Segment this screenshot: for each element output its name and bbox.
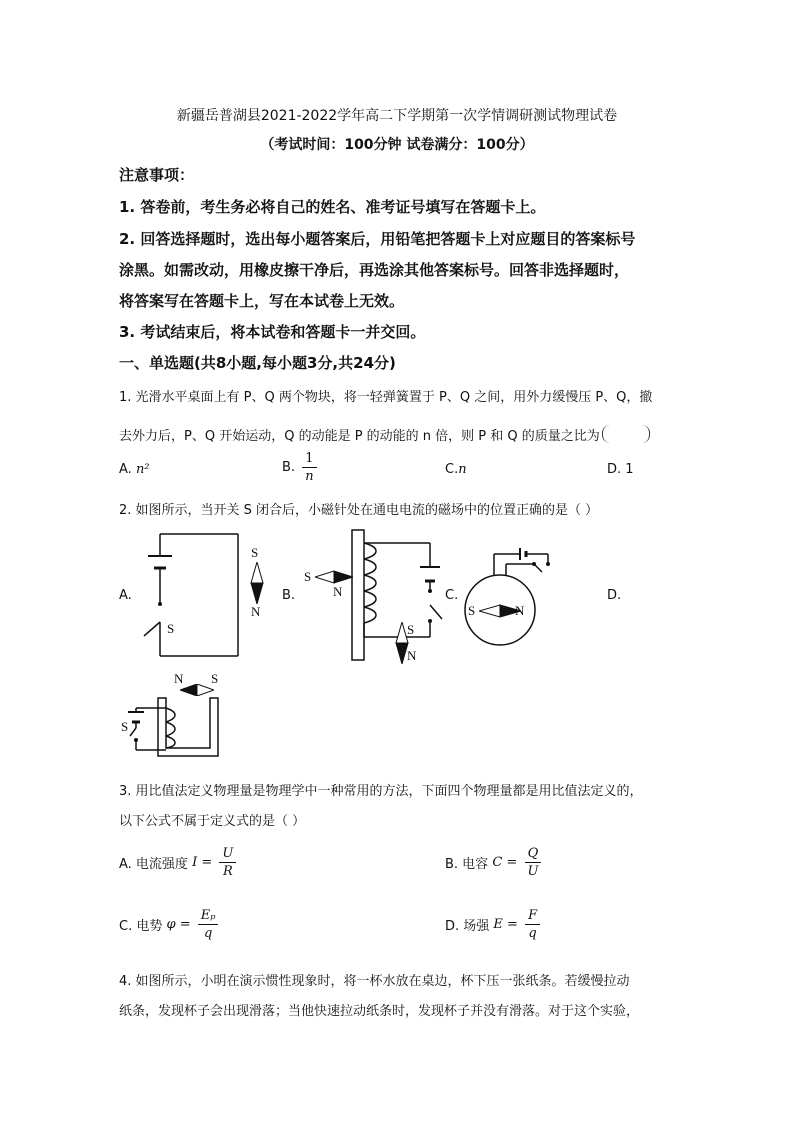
q3-option-c-fraction [198, 907, 219, 942]
notice-item-3: 3. 考试结束后，将本试卷和答题卡一并交回。 [119, 323, 426, 341]
q2-d-switch-label: S [121, 719, 129, 734]
q2-diagram-b [300, 525, 450, 665]
q2-option-d-label: D. [607, 588, 622, 603]
q3-option-a-denominator: R [222, 864, 233, 879]
q3-option-d-lhs: E = [493, 917, 518, 932]
q1-line-2 [119, 425, 650, 444]
q3-option-b [445, 845, 541, 880]
q2-option-c-label: C. [445, 588, 459, 603]
q2-diagram-a [128, 530, 248, 662]
q3-option-b-fraction [524, 845, 541, 880]
q3-line-1: 3. 用比值法定义物理量是物理学中一种常用的方法，下面四个物理量都是用比值法定义的， [119, 784, 643, 799]
q3-option-c-lhs: φ = [166, 917, 191, 932]
q1-option-b-label: B. [282, 460, 296, 475]
q1-option-d: D. 1 [607, 462, 634, 477]
q3-option-a-lhs: I = [192, 855, 213, 870]
q2-c-needle-n: N [515, 603, 525, 618]
notice-item-2-line-2: 涂黑。如需改动，用橡皮擦干净后，再选涂其他答案标号。回答非选择题时， [119, 261, 630, 279]
q4-line-1: 4. 如图所示，小明在演示惯性现象时，将一杯水放在桌边，杯下压一张纸条。若缓慢拉动 [119, 974, 630, 989]
notice-item-2-line-1: 2. 回答选择题时，选出每小题答案后，用铅笔把答题卡上对应题目的答案标号 [119, 230, 636, 248]
notice-heading: 注意事项： [119, 166, 195, 184]
q3-option-a-fraction [219, 845, 236, 880]
q3-option-d [445, 907, 540, 942]
q3-option-a-label: A. 电流强度 [119, 857, 188, 872]
q1-option-a-value: n² [135, 462, 150, 477]
solenoid-core [352, 530, 364, 660]
q3-line-2: 以下公式不属于定义式的是（ ） [119, 814, 306, 829]
q2-b-needle-n: N [333, 584, 343, 599]
q1-option-c [445, 462, 467, 477]
switch-contact [134, 738, 138, 742]
switch-contact [158, 602, 162, 606]
notice-item-1: 1. 答卷前，考生务必将自己的姓名、准考证号填写在答题卡上。 [119, 198, 546, 216]
exam-subtitle: （考试时间：100分钟 试卷满分：100分） [260, 137, 534, 153]
q3-option-b-numerator: Q [525, 845, 542, 863]
switch-contact [428, 619, 432, 623]
notice-item-2-line-3: 将答案写在答题卡上，写在本试卷上无效。 [119, 292, 405, 310]
q2-a-needle-s: S [251, 545, 259, 560]
q3-option-d-denominator: q [528, 926, 537, 941]
q3-option-d-label: D. 场强 [445, 919, 490, 934]
q1-option-a-label: A. [119, 462, 132, 477]
q2-b-compass-needle-horizontal [315, 570, 353, 584]
q2-d-needle-n: N [174, 671, 184, 686]
q3-option-d-numerator: F [525, 907, 540, 925]
q3-option-b-label: B. 电容 [445, 857, 489, 872]
q3-option-a-numerator: U [219, 845, 236, 863]
switch-contact [546, 562, 550, 566]
q1-option-c-label: C. [445, 462, 459, 477]
q4-line-2: 纸条，发现杯子会出现滑落；当他快速拉动纸条时，发现杯子并没有滑落。对于这个实验， [119, 1004, 640, 1019]
switch-contact [428, 589, 432, 593]
section-heading: 一、单选题(共8小题,每小题3分,共24分) [119, 354, 396, 372]
q2-option-a-label: A. [119, 588, 132, 603]
q1-line-2-text: 去外力后，P、Q 开始运动，Q 的动能是 P 的动能的 n 倍，则 P 和 Q 的质量之比为 [119, 429, 600, 444]
switch-contact [532, 562, 536, 566]
q3-option-c-denominator: q [203, 926, 213, 941]
q2-c-needle-s: S [468, 603, 476, 618]
coil-turn [166, 708, 175, 722]
q2-b-needle-s: S [304, 569, 312, 584]
q3-option-b-lhs: C = [492, 855, 518, 870]
q3-option-c [119, 907, 218, 942]
q2-a-compass-needle [250, 562, 264, 604]
q3-option-a [119, 845, 236, 880]
q3-option-b-denominator: U [527, 864, 539, 879]
q1-option-a [119, 462, 150, 477]
q1-option-b-denominator: n [305, 469, 314, 484]
exam-title: 新疆岳普湖县2021-2022学年高二下学期第一次学情调研测试物理试卷 [176, 108, 618, 124]
q2-a-switch-label: S [167, 621, 175, 636]
q1-option-b-fraction [302, 450, 316, 485]
q3-option-d-fraction [525, 907, 540, 942]
q2-b-vertical-needle-s: S [407, 622, 415, 637]
q2-b-vertical-needle-n: N [407, 648, 417, 663]
coil-turn [166, 736, 175, 748]
answer-paren [602, 425, 650, 443]
q3-option-c-numerator: Eₚ [198, 907, 219, 925]
q1-option-c-value: n [458, 462, 467, 477]
q1-option-b [282, 450, 317, 485]
q1-line-1: 1. 光滑水平桌面上有 P、Q 两个物块，将一轻弹簧置于 P、Q 之间，用外力缓慢压 P、Q，撤 [119, 390, 653, 405]
q2-option-b-label: B. [282, 588, 296, 603]
q1-option-b-numerator: 1 [302, 450, 316, 468]
q2-d-compass-needle [180, 684, 214, 696]
q2-stem: 2. 如图所示，当开关 S 闭合后，小磁针处在通电电流的磁场中的位置正确的是（ ） [119, 503, 599, 518]
q2-d-needle-s: S [211, 671, 219, 686]
coil-turn [166, 722, 175, 736]
q2-a-needle-n: N [251, 604, 261, 619]
q2-diagram-c [460, 542, 560, 652]
q3-option-c-label: C. 电势 [119, 919, 163, 934]
